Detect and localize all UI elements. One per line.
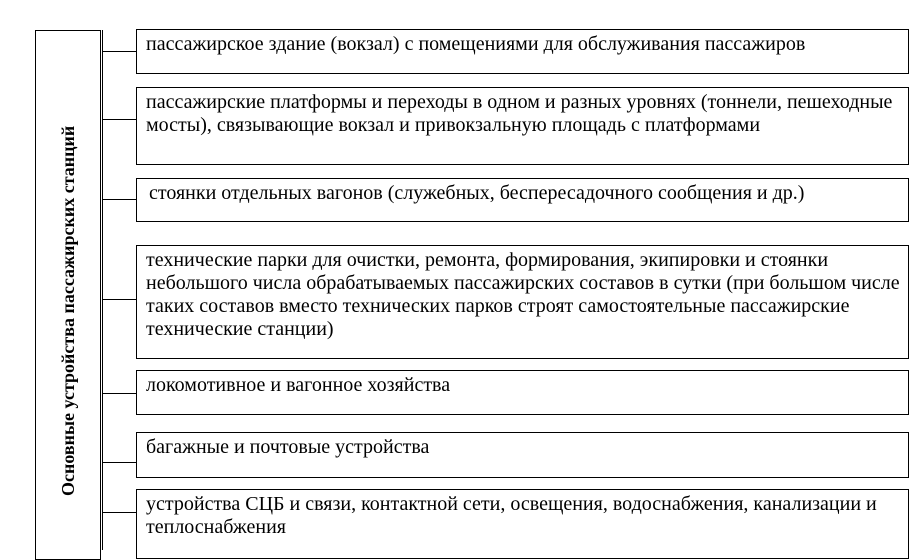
item-box-4 (136, 245, 909, 359)
item-box-5 (136, 370, 909, 415)
connector-line-1 (102, 51, 136, 52)
item-text-7: устройства СЦБ и связи, контактной сети, освещения, водоснабжения, канализации и теплоснабжения (146, 493, 877, 538)
item-text-6: багажные и почтовые устройства (146, 436, 430, 458)
connector-bus-line (102, 30, 103, 550)
item-box-2 (136, 87, 909, 165)
item-text-3: стоянки отдельных вагонов (служебных, беспересадочного сообщения и др.) (149, 182, 805, 204)
root-category-label: Основные устройства пассажирских станций (58, 125, 78, 496)
connector-line-4 (102, 299, 136, 300)
item-box-7 (136, 489, 909, 559)
item-box-6 (136, 432, 909, 478)
connector-line-3 (102, 199, 136, 200)
connector-line-5 (102, 393, 136, 394)
item-box-1 (136, 29, 909, 74)
item-text-5: локомотивное и вагонное хозяйства (146, 374, 451, 396)
item-text-1: пассажирское здание (вокзал) с помещениями для обслуживания пассажиров (146, 33, 806, 55)
connector-line-2 (102, 119, 136, 120)
item-text-2: пассажирские платформы и переходы в одном и разных уровнях (тоннели, пешеходные мосты), связывающие вокзал и привокзальную площадь с платформами (146, 91, 893, 136)
item-box-3 (136, 178, 909, 222)
item-text-4: технические парки для очистки, ремонта, формирования, экипировки и стоянки небольшого числа обрабатываемых пассажирских составов в сутки (при большом числе таких составов вместо технических парков строят самостоятельные пассажирские технические станции) (146, 249, 900, 340)
connector-line-7 (102, 512, 136, 513)
connector-line-6 (102, 462, 136, 463)
